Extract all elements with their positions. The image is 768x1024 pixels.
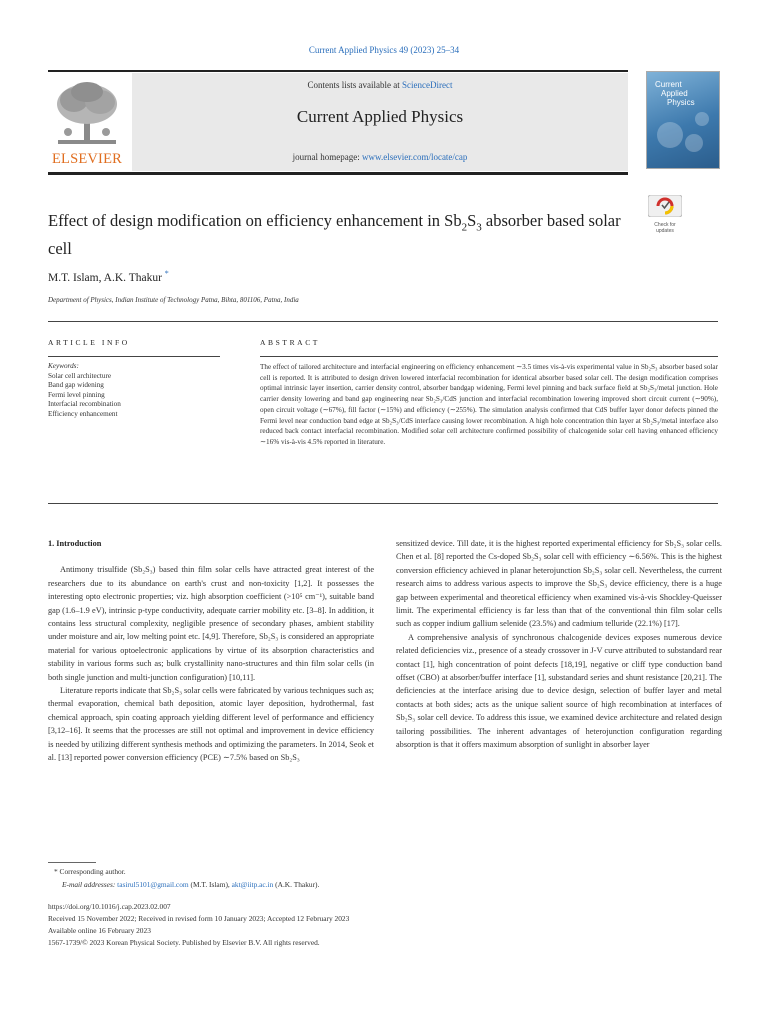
meta-rule [48,321,718,322]
header-bottom-rule [48,172,628,175]
email-label: E-mail addresses: [62,880,116,889]
received-dates: Received 15 November 2022; Received in revised form 10 January 2023; Accepted 12 February 2023 [48,914,350,923]
sciencedirect-link[interactable]: ScienceDirect [402,80,453,90]
check-for-updates-icon [648,195,682,217]
corresponding-author-note: * Corresponding author. [54,867,126,876]
body-paragraph: Antimony trisulfide (Sb₂S₃) based thin film solar cells have attracted great interest of the researchers due to its abundance on earth's crust and non-toxicity [1,2]. It possesses the interesting opto electronic properties; viz. high absorption coefficient (>10⁵ cm⁻¹), suitable band gap (1.6–1.9 eV), intrinsic p-type conductivity, adequate carrier mobility etc. [3–8]. In addition, it contains less structural complexity, negligible presence of secondary phases, ambient stability under moisture and air, low melting point etc. [4,9]. Therefore, Sb₂S₃ is considered an appropriate material for various optoelectronic applications by virtue of its absorption characteristics and stability in various forms such as; bulk crystallinity nano-structures and thin film solar cells (in both single junction and multi-junction configuration) [10,11]. [48,565,374,682]
doi-link[interactable]: https://doi.org/10.1016/j.cap.2023.02.007 [48,902,171,911]
article-info-heading: ARTICLE INFO [48,338,130,347]
contents-prefix: Contents lists available at [307,80,402,90]
affiliation: Department of Physics, Indian Institute of Technology Patna, Bihta, 801106, Patna, India [48,296,299,304]
title-subscript: 3 [476,221,482,234]
cover-decoration [685,134,703,152]
contents-availability [132,80,628,90]
author-list [48,269,169,284]
corresponding-author-mark[interactable]: * [164,269,169,278]
keywords-block [48,362,121,420]
article-info-rule [48,356,220,357]
authors-text: M.T. Islam, A.K. Thakur [48,271,162,284]
title-subscript: 2 [461,221,468,234]
tree-icon [48,80,126,152]
body-paragraph: sensitized device. Till date, it is the highest reported experimental efficiency for Sb₂S₃ solar cells. Chen et al. [8] reported the Cs-doped Sb₂S₃ solar cell with efficiency ∼6.56%. This is the highest conversion efficiency achieved in planar heterojunction Sb₂S₃ solar cell. Nevertheless, the current research aims to address various aspects to improve the Sb₂S₃ device efficiency, there is a huge gap between experimental and theoretical efficiency when examined vis-à-vis Shockley-Queisser limit. The experimental efficiency is far less than that of the conventional thin film solar cells such as copper indium gallium selenide (23.5%) and cadmium telluride (22.1%) [17]. [396,539,722,629]
badge-line: updates [656,228,674,234]
email-owner: (A.K. Thakur). [273,880,320,889]
journal-cover[interactable] [646,71,720,169]
keywords-heading: Keywords: [48,362,79,370]
cover-title-line: Applied [661,89,688,98]
header-top-rule [48,70,628,72]
section-heading: 1. Introduction [48,539,102,548]
journal-name: Current Applied Physics [296,107,464,126]
cover-decoration [695,112,709,126]
email-line [62,879,319,890]
abstract-text: The effect of tailored architecture and interfacial engineering on efficiency enhancement ∼3.5 times vis-à-vis experimental value in Sb₂S₃ absorber based solar cell is reported. It is attributed to design driven lowered interfacial recombination for identical absorber based solar cell. The design modification comprises optimal intrinsic layer insertion, carrier density control, absorber bandgap widening, Fermi level pinning and back surface field at Sb₂S₃/metal junction. Hole carrier density lowering and band gap engineering near Sb₂S₃/CdS junction and interfacial recombination lowering improved short circuit current (∼90%), open circuit voltage (∼67%), fill factor (∼15%) and efficiency (∼255%). The simulation analysis confirmed that CdS buffer layer donor defects pinned the Fermi level near conduction band edge at Sb₂S₃/CdS interface causing lower recombination. A high hole concentration thin layer at Sb₂S₃/metal interface also reduced back contact interfacial recombination. Modified solar cell architecture confirmed possibility of chalcogenide solar cell having enhanced efficiency ∼16% vis-à-vis 4.5% reported in literature. [260,363,719,446]
footnote-rule [48,862,96,863]
elsevier-logo[interactable] [48,80,126,168]
journal-banner [132,73,628,171]
article-title [48,210,638,260]
cover-title-line: Physics [667,98,695,107]
copyright-line: 1567-1739/© 2023 Korean Physical Society. Published by Elsevier B.V. All rights reserved. [48,938,320,947]
cover-title [655,80,695,107]
abstract-bottom-rule [48,503,718,504]
email-link[interactable]: tasirul5101@gmail.com [117,880,189,889]
body-paragraph: A comprehensive analysis of synchronous chalcogenide devices exposes numerous device related deficiencies viz., presence of a steady crossover in J-V curve attributed to substandard rear contact [1], high concentration of point defects [18,19], negative or cliff type conduction band offset (CBO) at absorber/buffer interface [1], substandard series and shunt resistance [20,21]. The deficiencies at the interface arising due to device design, selection of buffer layer and metal contacts at both sides; acts as the unique salient source of high recombination at interfaces of Sb₂S₃ solar cell device. To address this issue, we examined device architecture and related design tailoring possibilities. The inherent advantages of heterojunction configuration regarding absorption is that it offers maximum absorption of sunlight in absorber layer [396,632,722,750]
body-paragraph: Literature reports indicate that Sb₂S₃ solar cells were fabricated by various techniques such as; thermal evaporation, chemical bath deposition, atomic layer deposition, hydrothermal, fast chemical approach, spin coating approach yielding different level of performance and efficiency [3,12–16]. It seems that the processes are still not optimal and improvement in device efficiency is needed by utilizing different synthesis methods and optimizing the parameters. In 2014, Seok et al. [13] reported power conversion efficiency (PCE) ∼7.5% based on Sb₂S₃ [48,686,374,763]
keyword-item: Solar cell architecture [48,371,112,380]
cover-title-line: Current [655,80,682,89]
check-for-updates-badge[interactable] [648,195,682,233]
journal-homepage [132,152,628,162]
badge-line: Check for [654,222,676,228]
homepage-link[interactable]: www.elsevier.com/locate/cap [362,152,468,162]
available-online: Available online 16 February 2023 [48,926,151,935]
homepage-prefix: journal homepage: [292,152,363,162]
left-column [48,537,374,765]
keyword-item: Band gap widening [48,381,104,390]
journal-citation[interactable]: Current Applied Physics 49 (2023) 25–34 [308,45,460,55]
title-text: S [467,211,477,230]
abstract-heading: ABSTRACT [260,338,320,347]
title-text: absorber based solar cell [48,211,621,259]
abstract-rule [260,356,718,357]
title-text: Effect of design modification on efficiency enhancement in Sb [48,211,462,230]
cover-decoration [657,122,683,148]
badge-label [648,222,682,234]
keyword-item: Interfacial recombination [48,400,121,409]
keyword-item: Fermi level pinning [48,390,105,399]
publisher-wordmark: ELSEVIER [51,151,123,167]
right-column [396,537,722,752]
email-owner: (M.T. Islam), [188,880,232,889]
keyword-item: Efficiency enhancement [48,409,118,418]
email-link[interactable]: akt@iitp.ac.in [231,880,274,889]
